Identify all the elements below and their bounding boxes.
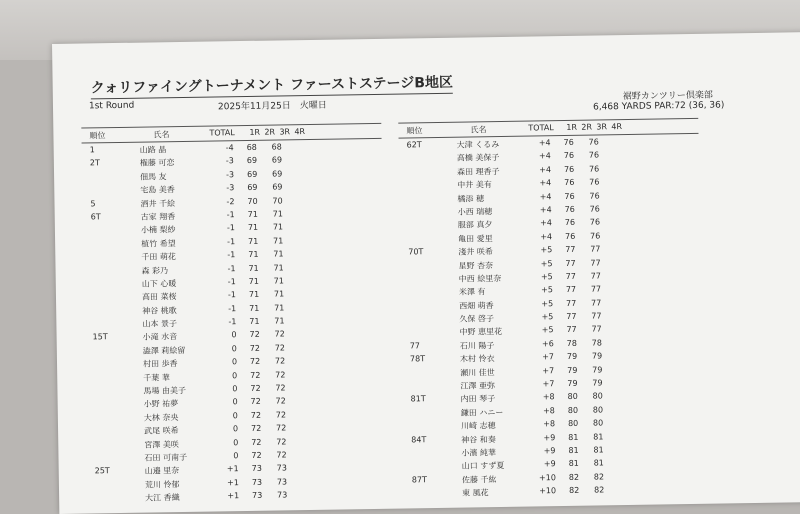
total-cell: +1 [227, 491, 240, 501]
score-cell: 80 [592, 418, 604, 428]
total-cell: 0 [231, 343, 237, 354]
round1-cell: 71 [248, 276, 260, 286]
results-table-left [81, 123, 387, 505]
total-cell: 0 [232, 384, 238, 394]
score-cell: 71 [273, 262, 284, 273]
round1-cell: 76 [563, 164, 575, 174]
total-cell: +7 [542, 379, 555, 389]
round1-cell: 72 [250, 423, 262, 434]
player-name: 宮澤 美咲 [144, 439, 179, 450]
table-body [82, 139, 388, 505]
total-cell: -1 [227, 236, 236, 247]
player-name: 亀田 愛里 [458, 233, 493, 244]
total-cell: +4 [540, 231, 553, 242]
player-name: 大林 奈央 [143, 412, 179, 423]
rank-cell: 81T [410, 394, 426, 404]
score-cell: 77 [591, 311, 602, 321]
round1-cell: 80 [567, 418, 579, 429]
header-3r: 3R [279, 127, 291, 137]
page-title: クォリファイングトーナメント ファーストステージB地区 [91, 72, 454, 100]
player-name: 荒川 怜郁 [144, 479, 180, 490]
date-label: 2025年11月25日 火曜日 [217, 100, 327, 113]
player-name: 内田 琴子 [460, 394, 496, 405]
total-cell: +5 [540, 245, 553, 255]
score-cell: 72 [276, 436, 287, 447]
player-name: 中野 恵里花 [459, 327, 503, 338]
player-name: 石川 陽子 [459, 340, 495, 351]
round1-cell: 71 [248, 249, 259, 260]
score-cell: 82 [594, 485, 605, 495]
total-cell: 0 [233, 451, 239, 461]
player-name: 宅島 美香 [140, 185, 175, 195]
header-4r: 4R [294, 127, 306, 137]
total-cell: -1 [228, 317, 237, 327]
player-name: 瀬川 佳世 [460, 367, 495, 378]
round1-cell: 77 [566, 298, 577, 308]
player-name: 江澤 亜弥 [460, 381, 496, 391]
rank-cell: 2T [89, 158, 100, 168]
score-cell: 70 [272, 195, 283, 206]
rank-cell: 77 [409, 341, 421, 351]
total-cell: +9 [543, 446, 556, 456]
player-name: 千田 萌花 [141, 252, 176, 262]
player-name: 村田 歩香 [142, 359, 178, 369]
round1-cell: 82 [568, 472, 580, 482]
total-cell: +5 [541, 298, 554, 309]
score-cell: 81 [593, 431, 604, 442]
score-cell: 71 [274, 303, 285, 313]
score-cell: 72 [274, 356, 286, 366]
player-name: 米澤 有 [458, 287, 486, 297]
total-cell: +8 [542, 405, 555, 416]
total-cell: +5 [541, 285, 553, 295]
player-name: 橘添 穂 [457, 193, 485, 204]
player-name: 久保 啓子 [459, 314, 494, 324]
round1-cell: 71 [248, 236, 259, 246]
player-name: 馬場 由美子 [143, 385, 187, 396]
score-cell: 72 [275, 370, 286, 380]
rank-cell: 70T [408, 247, 424, 257]
header-4r: 4R [611, 122, 623, 132]
round1-cell: 72 [251, 450, 262, 460]
rank-cell: 84T [411, 434, 427, 444]
player-name: 東 風花 [462, 488, 489, 498]
score-cell: 72 [275, 396, 286, 406]
score-cell: 69 [271, 169, 283, 179]
total-cell: 0 [233, 437, 239, 447]
score-cell: 71 [272, 222, 284, 232]
total-cell: 0 [231, 357, 238, 367]
player-name: 石田 可南子 [144, 452, 188, 463]
header-rank: 順位 [406, 126, 423, 136]
score-cell: 77 [590, 257, 601, 268]
round1-cell: 72 [249, 330, 260, 340]
round1-cell: 72 [250, 383, 261, 393]
round1-cell: 82 [569, 485, 580, 496]
player-name: 小滝 水音 [142, 332, 178, 343]
table-body [399, 134, 705, 500]
player-name: 鎌田 ハニー [460, 407, 504, 418]
total-cell: +4 [539, 178, 552, 188]
round1-cell: 81 [568, 445, 579, 455]
score-cell: 71 [273, 236, 284, 246]
player-name: 中西 絵里奈 [458, 273, 502, 284]
round1-cell: 72 [251, 437, 262, 447]
round1-cell: 69 [246, 169, 258, 179]
total-cell: 0 [232, 424, 239, 434]
player-name: 植竹 希望 [141, 238, 176, 249]
rank-cell: 5 [90, 198, 96, 208]
round1-cell: 76 [563, 151, 575, 161]
total-cell: +9 [543, 459, 556, 469]
rank-cell: 78T [409, 354, 426, 364]
player-name: 山本 景子 [142, 319, 178, 329]
score-cell: 72 [274, 329, 285, 340]
total-cell: +9 [543, 432, 556, 442]
total-cell: +4 [539, 164, 552, 175]
score-cell: 82 [593, 472, 605, 482]
player-name: 淺井 咲希 [458, 247, 493, 257]
round1-cell: 79 [566, 352, 578, 362]
score-cell: 77 [591, 298, 602, 308]
player-name: 中井 美有 [457, 180, 492, 190]
score-cell: 80 [592, 391, 603, 401]
round1-cell: 71 [248, 263, 259, 273]
player-name: 木村 怜衣 [459, 354, 495, 364]
score-cell: 76 [589, 217, 601, 227]
score-cell: 76 [588, 137, 599, 147]
score-cell: 68 [271, 142, 282, 152]
score-cell: 71 [272, 209, 283, 219]
round1-cell: 72 [250, 370, 261, 380]
player-name: 佐藤 千紘 [461, 474, 497, 485]
total-cell: +7 [542, 352, 555, 362]
score-cell: 76 [589, 177, 600, 187]
round1-cell: 77 [565, 258, 576, 268]
round1-cell: 73 [251, 464, 262, 474]
round1-cell: 69 [246, 156, 258, 166]
round1-cell: 71 [247, 223, 259, 233]
total-cell: +4 [539, 205, 552, 215]
score-cell: 72 [275, 383, 286, 393]
rank-cell: 62T [406, 140, 422, 150]
score-cell: 76 [588, 164, 600, 174]
round1-cell: 71 [249, 303, 260, 313]
header-total: TOTAL [528, 123, 554, 133]
total-cell: +4 [539, 191, 552, 201]
round1-cell: 80 [567, 392, 578, 402]
player-name: 小西 瑞穂 [457, 207, 493, 217]
score-cell: 77 [591, 324, 602, 335]
score-cell: 71 [274, 316, 285, 326]
player-name: 佃馬 友 [140, 171, 167, 182]
header-2r: 2R [581, 122, 593, 132]
header-3r: 3R [596, 122, 608, 132]
total-cell: +4 [540, 218, 552, 228]
player-name: 高橋 美保子 [456, 153, 500, 164]
total-cell: +7 [542, 365, 555, 375]
score-cell: 69 [271, 155, 283, 165]
round1-cell: 76 [564, 204, 575, 214]
total-cell: 0 [232, 370, 238, 380]
player-name: 神谷 和奏 [461, 434, 496, 445]
player-name: 西畑 萌香 [459, 300, 494, 311]
course-info: 6,468 YARDS PAR:72 (36, 36) [592, 100, 725, 113]
round1-cell: 76 [564, 218, 576, 228]
player-name: 川崎 志穂 [460, 421, 496, 431]
header-rank: 順位 [89, 131, 106, 141]
score-cell: 81 [593, 445, 604, 455]
total-cell: +10 [538, 472, 556, 483]
total-cell: -1 [227, 277, 236, 287]
score-cell: 79 [592, 378, 603, 388]
results-table-right [398, 118, 704, 500]
player-name: 山路 晶 [139, 145, 167, 155]
player-name: 山口 すず夏 [461, 461, 505, 471]
total-cell: -3 [226, 183, 235, 193]
round1-cell: 70 [247, 196, 258, 206]
score-cell: 77 [590, 271, 601, 281]
round1-cell: 76 [564, 191, 575, 201]
total-cell: -3 [226, 169, 235, 180]
total-cell: +5 [540, 258, 553, 268]
score-cell: 72 [275, 423, 287, 433]
total-cell: -2 [226, 196, 235, 206]
round1-cell: 73 [252, 490, 263, 501]
total-cell: +1 [227, 477, 239, 488]
score-cell: 72 [275, 410, 287, 420]
results-sheet [52, 32, 800, 514]
score-cell: 81 [593, 458, 604, 468]
player-name: 森田 理香子 [456, 166, 500, 177]
player-name: 星野 杏奈 [458, 260, 494, 271]
total-cell: +5 [541, 312, 554, 322]
round1-cell: 71 [249, 316, 260, 327]
round1-cell: 71 [247, 209, 258, 219]
total-cell: -4 [225, 143, 234, 153]
total-cell: +4 [538, 138, 551, 148]
total-cell: +8 [542, 392, 555, 402]
round1-cell: 68 [246, 142, 257, 152]
player-name: 山邉 里奈 [144, 466, 180, 476]
total-cell: -1 [227, 263, 236, 273]
score-cell: 72 [276, 450, 287, 460]
round1-cell: 76 [565, 231, 576, 241]
score-cell: 76 [589, 190, 600, 201]
player-name: 山下 心暖 [141, 278, 177, 289]
player-name: 澁澤 莉絵留 [142, 345, 186, 356]
round1-cell: 71 [248, 290, 260, 300]
total-cell: +10 [539, 486, 557, 496]
round-label: 1st Round [88, 100, 135, 112]
total-cell: +8 [543, 419, 556, 429]
header-2r: 2R [264, 127, 276, 137]
total-cell: +6 [541, 339, 554, 349]
score-cell: 72 [274, 343, 286, 353]
round1-cell: 72 [250, 410, 262, 420]
score-cell: 76 [590, 231, 601, 241]
round1-cell: 76 [563, 137, 574, 147]
player-name: 服部 真夕 [457, 220, 493, 230]
player-name: 酒井 千絵 [140, 198, 176, 209]
total-cell: 0 [231, 330, 237, 340]
rank-cell: 87T [411, 474, 428, 485]
header-1r: 1R [566, 122, 578, 132]
score-cell: 80 [592, 405, 604, 415]
player-name: 権藤 可恋 [139, 158, 175, 169]
score-cell: 77 [590, 244, 601, 254]
round1-cell: 77 [565, 244, 576, 255]
round1-cell: 72 [249, 357, 261, 367]
score-cell: 71 [273, 249, 284, 259]
score-cell: 69 [272, 182, 283, 192]
player-name: 神谷 桃歌 [142, 305, 177, 316]
score-cell: 79 [591, 351, 603, 361]
player-name: 小濱 純華 [461, 448, 497, 458]
rank-cell: 6T [90, 212, 101, 222]
round1-cell: 69 [247, 182, 258, 193]
score-cell: 71 [273, 276, 285, 286]
round1-cell: 73 [251, 477, 263, 487]
rank-cell: 15T [92, 332, 108, 342]
player-name: 古家 翔香 [140, 212, 176, 222]
round1-cell: 77 [566, 325, 577, 335]
rank-cell: 25T [94, 466, 110, 476]
header-name: 氏名 [153, 130, 170, 140]
total-cell: +5 [541, 325, 554, 335]
total-cell: -1 [226, 210, 235, 220]
score-cell: 73 [276, 477, 288, 487]
total-cell: -1 [227, 290, 237, 300]
score-cell: 73 [276, 463, 287, 473]
score-cell: 78 [591, 338, 603, 348]
player-name: 武尾 咲希 [144, 426, 179, 436]
header-total: TOTAL [209, 128, 235, 138]
total-cell: 0 [232, 397, 238, 407]
round1-cell: 78 [566, 338, 578, 348]
score-cell: 76 [588, 150, 600, 160]
total-cell: -3 [225, 156, 234, 166]
total-cell: -1 [227, 250, 236, 260]
score-cell: 73 [277, 490, 288, 500]
player-name: 千葉 華 [143, 372, 170, 383]
player-name: 高田 菜桜 [141, 292, 177, 302]
score-cell: 71 [273, 289, 285, 299]
round1-cell: 81 [568, 432, 579, 442]
round1-cell: 72 [249, 343, 261, 353]
round1-cell: 72 [250, 397, 261, 407]
score-cell: 79 [592, 365, 603, 375]
total-cell: +4 [538, 151, 551, 161]
round1-cell: 77 [566, 311, 577, 322]
total-cell: -1 [226, 223, 235, 233]
player-name: 森 彩乃 [141, 265, 169, 276]
player-name: 小野 祐夢 [143, 399, 179, 410]
round1-cell: 80 [567, 405, 579, 415]
course-name: 裾野カンツリー倶楽部 [622, 90, 713, 103]
total-cell: -1 [228, 303, 237, 313]
score-cell: 76 [589, 204, 600, 214]
player-name: 大津 くるみ [456, 139, 500, 150]
total-cell: +5 [540, 272, 553, 282]
header-1r: 1R [249, 127, 261, 137]
score-cell: 77 [590, 284, 602, 294]
round1-cell: 76 [564, 177, 575, 188]
round1-cell: 77 [565, 271, 576, 281]
rank-cell: 1 [89, 145, 95, 155]
total-cell: 0 [232, 410, 238, 421]
player-name: 大江 香織 [145, 493, 180, 503]
round1-cell: 79 [567, 378, 578, 388]
header-name: 氏名 [470, 125, 487, 135]
total-cell: +1 [226, 464, 239, 474]
round1-cell: 81 [568, 459, 579, 469]
round1-cell: 79 [567, 365, 578, 375]
player-name: 小楠 梨紗 [140, 225, 176, 235]
round1-cell: 77 [565, 285, 577, 295]
